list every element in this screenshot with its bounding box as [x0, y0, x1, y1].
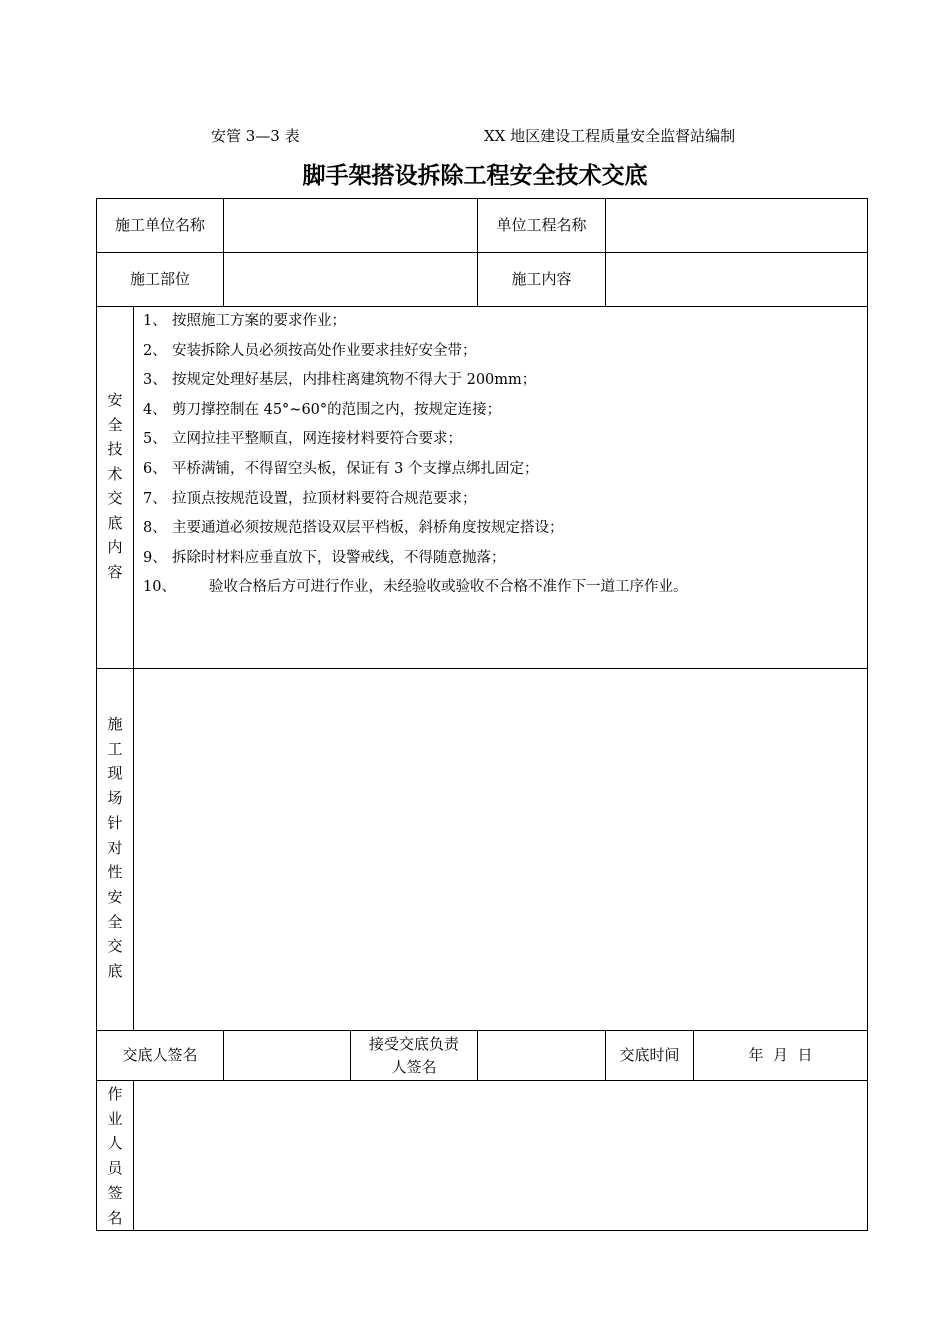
- receiver-signature-field[interactable]: [478, 1031, 605, 1080]
- label-char: 人: [107, 1134, 123, 1153]
- item-number: 3、: [143, 372, 167, 389]
- list-item: [143, 575, 688, 605]
- list-item: [143, 457, 688, 487]
- item-number: 2、: [143, 342, 167, 359]
- list-item: [143, 427, 688, 457]
- list-item: [143, 339, 688, 369]
- list-item: [143, 516, 688, 546]
- label-char: 针: [107, 813, 123, 832]
- list-item: [143, 368, 688, 398]
- list-item: [143, 309, 688, 339]
- item-text: 剪刀撑控制在 45°~60°的范围之内，按规定连接；: [172, 401, 502, 418]
- workers-signature-field[interactable]: [134, 1081, 867, 1230]
- label-char: 术: [107, 464, 123, 483]
- list-item: [143, 398, 688, 428]
- item-text: 拆除时材料应垂直放下，设警戒线，不得随意抛落；: [172, 549, 506, 566]
- label-char: 名: [107, 1208, 123, 1227]
- label-char: 全: [107, 415, 123, 434]
- label-char: 全: [107, 912, 123, 931]
- discloser-signature-label: 交底人签名: [122, 1046, 198, 1064]
- form-code: 安管 3—3 表: [211, 127, 300, 145]
- item-number: 10、: [143, 579, 176, 596]
- disclosure-date-field[interactable]: 年 月 日: [748, 1046, 813, 1064]
- workers-signature-label: [97, 1082, 133, 1230]
- issuer: XX 地区建设工程质量安全监督站编制: [484, 127, 736, 145]
- label-char: 性: [107, 863, 123, 882]
- construction-unit-field[interactable]: [224, 199, 477, 252]
- construction-content-field[interactable]: [606, 253, 867, 306]
- project-name-field[interactable]: [606, 199, 867, 252]
- item-text: 验收合格后方可进行作业，未经验收或验收不合格不准作下一道工序作业。: [209, 579, 688, 596]
- label-char: 对: [107, 838, 123, 857]
- list-item: [143, 487, 688, 517]
- item-text: 平桥满铺，不得留空头板，保证有 3 个支撑点绑扎固定；: [172, 460, 539, 477]
- item-number: 4、: [143, 401, 167, 418]
- construction-content-label: 施工内容: [511, 270, 572, 288]
- receiver-label-line2: 人签名: [391, 1057, 437, 1076]
- item-number: 9、: [143, 549, 167, 566]
- item-number: 6、: [143, 460, 167, 477]
- discloser-signature-field[interactable]: [224, 1031, 350, 1080]
- item-number: 1、: [143, 313, 167, 329]
- label-char: 签: [107, 1183, 123, 1202]
- item-text: 安装拆除人员必须按高处作业要求挂好安全带；: [172, 342, 477, 359]
- construction-part-field[interactable]: [224, 253, 477, 306]
- item-text: 主要通道必须按规范搭设双层平档板，斜桥角度按规定搭设；: [172, 520, 564, 537]
- label-char: 工: [107, 739, 123, 758]
- safety-disclosure-label: [97, 388, 133, 584]
- receiver-label-line1: 接受交底负责: [368, 1034, 459, 1053]
- label-char: 内: [107, 538, 123, 556]
- label-char: 容: [107, 562, 123, 581]
- label-char: 底: [107, 962, 123, 981]
- list-item: [143, 546, 688, 576]
- disclosure-time-label: 交底时间: [619, 1046, 680, 1064]
- page-title: 脚手架搭设拆除工程安全技术交底: [302, 163, 648, 189]
- label-char: 交: [107, 489, 123, 507]
- site-disclosure-field[interactable]: [134, 669, 867, 1030]
- label-char: 场: [107, 789, 123, 808]
- construction-unit-label: 施工单位名称: [114, 216, 205, 234]
- item-text: 立网拉挂平整顺直，网连接材料要符合要求；: [172, 431, 462, 448]
- label-char: 施: [107, 715, 123, 733]
- item-text: 拉顶点按规范设置，拉顶材料要符合规范要求；: [172, 490, 477, 507]
- safety-items-list: [143, 309, 688, 605]
- label-char: 技: [107, 440, 123, 458]
- item-text: 按照施工方案的要求作业；: [172, 313, 346, 329]
- item-number: 8、: [143, 520, 167, 537]
- label-char: 安: [107, 391, 123, 409]
- project-name-label: 单位工程名称: [496, 216, 587, 234]
- label-char: 底: [107, 513, 123, 532]
- row-divider: [96, 306, 868, 307]
- item-number: 5、: [143, 431, 167, 448]
- item-text: 按规定处理好基层，内排柱离建筑物不得大于 200mm；: [172, 372, 537, 389]
- site-disclosure-label: [97, 712, 133, 984]
- label-char: 员: [107, 1159, 123, 1178]
- label-char: 安: [107, 887, 123, 906]
- item-number: 7、: [143, 490, 167, 507]
- label-char: 交: [107, 937, 123, 956]
- label-char: 作: [107, 1085, 123, 1103]
- label-char: 现: [107, 764, 123, 783]
- label-char: 业: [107, 1109, 123, 1128]
- construction-part-label: 施工部位: [129, 270, 190, 288]
- receiver-signature-label: [351, 1031, 477, 1080]
